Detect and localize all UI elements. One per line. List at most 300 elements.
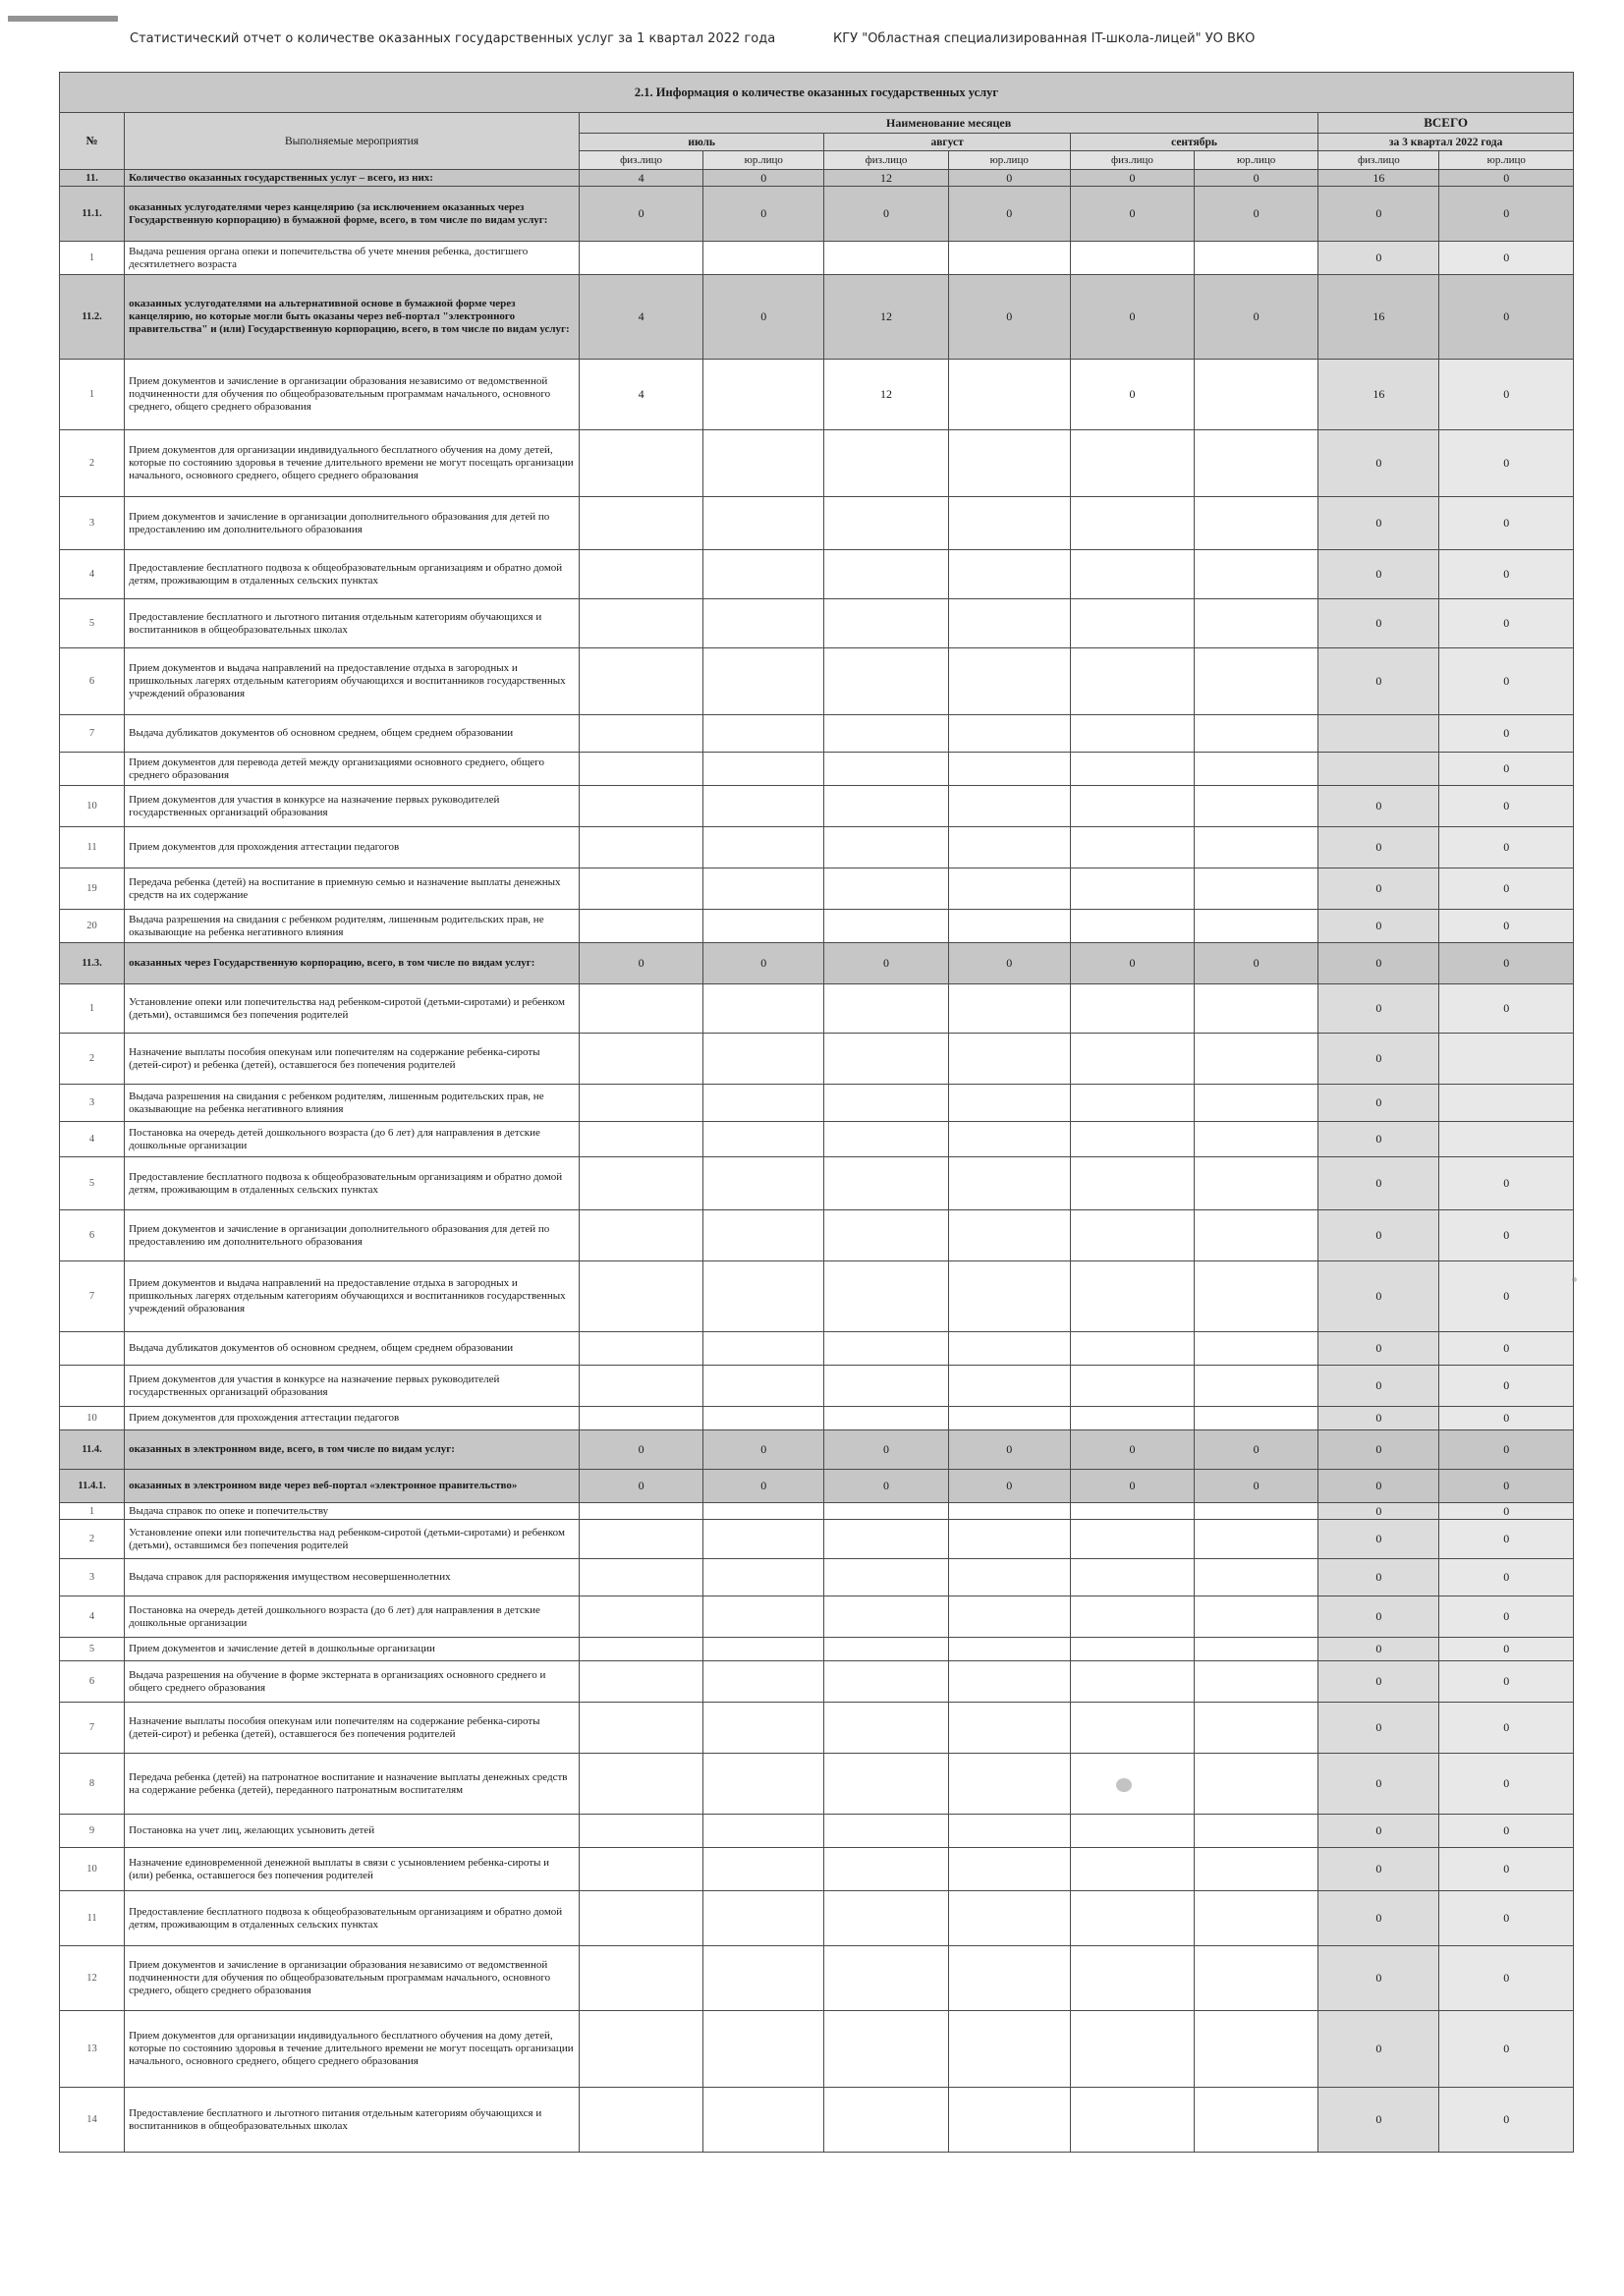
total-value: 0 <box>1439 1596 1574 1638</box>
row-number: 6 <box>60 1210 125 1261</box>
total-value: 0 <box>1439 868 1574 910</box>
month-value <box>948 1407 1070 1430</box>
total-value: 0 <box>1318 1122 1439 1157</box>
month-value <box>948 2088 1070 2153</box>
row-number: 10 <box>60 1848 125 1891</box>
month-value <box>579 1407 702 1430</box>
month-value <box>824 1520 948 1559</box>
total-value: 0 <box>1439 275 1574 360</box>
service-name: Предоставление бесплатного подвоза к общеобразовательным организациям и обратно домой детям, проживающим в отдаленных сельских пунктах <box>125 1157 580 1210</box>
table-row <box>60 430 1574 497</box>
month-value <box>948 753 1070 786</box>
month-value <box>703 2088 824 2153</box>
month-value <box>1070 1946 1194 2011</box>
table-row <box>60 1638 1574 1661</box>
month-value <box>948 1085 1070 1122</box>
total-value: 0 <box>1318 1366 1439 1407</box>
table-row <box>60 1085 1574 1122</box>
subcol-individual: физ.лицо <box>824 151 948 170</box>
month-value <box>1070 1503 1194 1520</box>
month-value: 0 <box>703 1470 824 1503</box>
service-name: Передача ребенка (детей) на воспитание в приемную семью и назначение выплаты денежных средств на их содержание <box>125 868 580 910</box>
month-value <box>948 1034 1070 1085</box>
table-row <box>60 1157 1574 1210</box>
row-number <box>60 1366 125 1407</box>
month-value <box>579 1520 702 1559</box>
total-value: 0 <box>1439 943 1574 984</box>
row-number: 3 <box>60 497 125 550</box>
row-number: 14 <box>60 2088 125 2153</box>
total-value: 0 <box>1439 827 1574 868</box>
month-value: 0 <box>824 1470 948 1503</box>
table-row <box>60 2011 1574 2088</box>
row-number: 20 <box>60 910 125 943</box>
month-value <box>579 1891 702 1946</box>
month-value <box>579 786 702 827</box>
service-name: Передача ребенка (детей) на патронатное воспитание и назначение выплаты денежных средств на содержание ребенка (детей), переданного патронатным воспитателям <box>125 1754 580 1815</box>
month-value <box>579 1157 702 1210</box>
table-row <box>60 1661 1574 1703</box>
month-value <box>579 1946 702 2011</box>
month-value <box>579 1261 702 1332</box>
total-value: 0 <box>1439 1661 1574 1703</box>
service-name: Выдача справок для распоряжения имуществом несовершеннолетних <box>125 1559 580 1596</box>
table-row <box>60 1407 1574 1430</box>
service-name: Прием документов для организации индивидуального бесплатного обучения на дому детей, которые по состоянию здоровья в течение длительного времени не могут посещать организации начального, основного среднего, общего среднего образования <box>125 2011 580 2088</box>
total-value: 0 <box>1318 1470 1439 1503</box>
month-value <box>1070 753 1194 786</box>
month-value: 12 <box>824 275 948 360</box>
row-number: 10 <box>60 1407 125 1430</box>
month-value <box>948 1638 1070 1661</box>
month-value <box>1070 1407 1194 1430</box>
service-name: оказанных в электронном виде через веб-портал «электронное правительство» <box>125 1470 580 1503</box>
total-value: 0 <box>1439 550 1574 599</box>
month-value <box>1070 1366 1194 1407</box>
month-value <box>824 1703 948 1754</box>
month-value <box>1195 1703 1318 1754</box>
document-header <box>130 31 1544 53</box>
month-value <box>948 1366 1070 1407</box>
service-name: Выдача дубликатов документов об основном среднем, общем среднем образовании <box>125 1332 580 1366</box>
total-value: 0 <box>1318 187 1439 242</box>
summary-row <box>60 187 1574 242</box>
total-value: 0 <box>1318 1848 1439 1891</box>
month-value <box>948 1210 1070 1261</box>
month-value <box>1070 1638 1194 1661</box>
row-number: 3 <box>60 1085 125 1122</box>
month-value <box>824 648 948 715</box>
total-value: 0 <box>1318 910 1439 943</box>
total-value: 0 <box>1439 170 1574 187</box>
service-name: Прием документов и зачисление в организации дополнительного образования для детей по предоставлению им дополнительного образования <box>125 497 580 550</box>
month-value: 4 <box>579 275 702 360</box>
total-value: 0 <box>1439 1470 1574 1503</box>
month-value: 0 <box>948 170 1070 187</box>
month-value <box>1195 868 1318 910</box>
service-name: Назначение единовременной денежной выплаты в связи с усыновлением ребенка-сироты и (или) ребенка, оставшегося без попечения родителей <box>125 1848 580 1891</box>
month-value <box>579 550 702 599</box>
month-value <box>824 1122 948 1157</box>
row-number: 11 <box>60 827 125 868</box>
month-value <box>1195 2011 1318 2088</box>
month-value <box>1070 2011 1194 2088</box>
total-value: 0 <box>1318 943 1439 984</box>
column-header-number: № <box>60 113 125 170</box>
month-value <box>703 550 824 599</box>
total-value: 0 <box>1318 242 1439 275</box>
month-value <box>703 2011 824 2088</box>
month-value <box>1195 715 1318 753</box>
month-value <box>948 1891 1070 1946</box>
month-value <box>703 910 824 943</box>
month-value: 0 <box>1195 187 1318 242</box>
total-value: 0 <box>1318 1085 1439 1122</box>
month-value <box>703 1261 824 1332</box>
month-value <box>948 1661 1070 1703</box>
month-value <box>703 1366 824 1407</box>
total-value: 0 <box>1439 1559 1574 1596</box>
month-value: 0 <box>1070 1470 1194 1503</box>
month-value <box>824 1034 948 1085</box>
total-value: 0 <box>1318 1891 1439 1946</box>
month-value: 0 <box>1070 275 1194 360</box>
table-row <box>60 1261 1574 1332</box>
month-value: 0 <box>703 187 824 242</box>
month-value <box>948 827 1070 868</box>
month-value <box>1195 1559 1318 1596</box>
month-value <box>824 868 948 910</box>
month-value <box>1070 430 1194 497</box>
service-name: Постановка на очередь детей дошкольного возраста (до 6 лет) для направления в детские дошкольные организации <box>125 1122 580 1157</box>
month-value <box>1195 1085 1318 1122</box>
month-value: 0 <box>1195 275 1318 360</box>
month-value <box>948 1559 1070 1596</box>
table-row <box>60 1503 1574 1520</box>
total-value: 16 <box>1318 360 1439 430</box>
summary-row <box>60 1470 1574 1503</box>
total-value <box>1318 715 1439 753</box>
total-value: 0 <box>1439 2088 1574 2153</box>
month-value <box>579 1754 702 1815</box>
table-row <box>60 2088 1574 2153</box>
service-name: Предоставление бесплатного и льготного питания отдельным категориям обучающихся и воспитанников в общеобразовательных школах <box>125 599 580 648</box>
table-row <box>60 715 1574 753</box>
service-name: Выдача разрешения на свидания с ребенком родителям, лишенным родительских прав, не оказывающие на ребенка негативного влияния <box>125 910 580 943</box>
month-value <box>1195 786 1318 827</box>
month-value <box>703 1210 824 1261</box>
month-value <box>1070 1520 1194 1559</box>
month-value <box>948 1261 1070 1332</box>
row-number: 2 <box>60 430 125 497</box>
month-value <box>1070 1034 1194 1085</box>
month-value: 0 <box>1070 360 1194 430</box>
total-value: 0 <box>1318 1034 1439 1085</box>
month-value <box>579 1703 702 1754</box>
table-row <box>60 1754 1574 1815</box>
month-value <box>579 1661 702 1703</box>
month-value <box>824 1596 948 1638</box>
month-value <box>1195 1261 1318 1332</box>
service-name: Предоставление бесплатного подвоза к общеобразовательным организациям и обратно домой детям, проживающим в отдаленных сельских пунктах <box>125 550 580 599</box>
month-value: 0 <box>1195 1470 1318 1503</box>
table-row <box>60 1366 1574 1407</box>
table-row <box>60 1848 1574 1891</box>
total-period: за 3 квартал 2022 года <box>1318 134 1574 151</box>
month-value: 12 <box>824 360 948 430</box>
month-value <box>824 827 948 868</box>
month-value <box>1195 1034 1318 1085</box>
row-number: 7 <box>60 1703 125 1754</box>
subcol-legal: юр.лицо <box>1439 151 1574 170</box>
month-value <box>948 1157 1070 1210</box>
month-value <box>703 1661 824 1703</box>
total-value: 0 <box>1439 753 1574 786</box>
total-value: 0 <box>1439 1946 1574 2011</box>
table-row <box>60 550 1574 599</box>
scan-speck <box>1116 1778 1132 1792</box>
total-value: 0 <box>1318 827 1439 868</box>
month-value <box>948 868 1070 910</box>
total-value: 0 <box>1439 1366 1574 1407</box>
service-name: Выдача разрешения на свидания с ребенком родителям, лишенным родительских прав, не оказывающие на ребенка негативного влияния <box>125 1085 580 1122</box>
month-value <box>824 242 948 275</box>
month-value: 0 <box>1070 170 1194 187</box>
total-value: 0 <box>1439 1520 1574 1559</box>
table-row <box>60 868 1574 910</box>
row-number: 11.4.1. <box>60 1470 125 1503</box>
month-value <box>579 1332 702 1366</box>
row-number: 7 <box>60 1261 125 1332</box>
service-name: оказанных услугодателями через канцелярию (за исключением оказанных через Государственную корпорацию) в бумажной форме, всего, в том числе по видам услуг: <box>125 187 580 242</box>
total-value: 0 <box>1439 1815 1574 1848</box>
month-value <box>579 1122 702 1157</box>
row-number: 1 <box>60 1503 125 1520</box>
total-value: 0 <box>1318 1815 1439 1848</box>
month-value <box>703 648 824 715</box>
total-value: 0 <box>1318 1520 1439 1559</box>
month-value <box>1070 827 1194 868</box>
total-value: 0 <box>1439 242 1574 275</box>
service-name: Назначение выплаты пособия опекунам или попечителям на содержание ребенка-сироты (детей-сирот) и ребенка (детей), оставшегося без попечения родителей <box>125 1034 580 1085</box>
month-value <box>579 1559 702 1596</box>
total-value: 0 <box>1318 868 1439 910</box>
total-value: 16 <box>1318 170 1439 187</box>
month-value <box>579 1848 702 1891</box>
total-value: 0 <box>1439 1407 1574 1430</box>
month-value <box>1195 1848 1318 1891</box>
month-value <box>948 2011 1070 2088</box>
month-value: 0 <box>1195 943 1318 984</box>
total-value: 0 <box>1439 187 1574 242</box>
month-value <box>579 497 702 550</box>
month-value: 0 <box>824 187 948 242</box>
service-name: оказанных в электронном виде, всего, в том числе по видам услуг: <box>125 1430 580 1470</box>
row-number: 1 <box>60 984 125 1034</box>
scan-mark <box>8 16 118 22</box>
month-value <box>703 1815 824 1848</box>
month-value <box>579 430 702 497</box>
month-value <box>824 497 948 550</box>
month-value <box>579 715 702 753</box>
month-value <box>1070 1559 1194 1596</box>
summary-row <box>60 1430 1574 1470</box>
month-value <box>579 2088 702 2153</box>
month-value <box>824 786 948 827</box>
month-value <box>1195 1946 1318 2011</box>
total-value: 0 <box>1439 497 1574 550</box>
subcol-individual: физ.лицо <box>1318 151 1439 170</box>
total-value: 0 <box>1318 1559 1439 1596</box>
month-value <box>948 1703 1070 1754</box>
total-value: 0 <box>1318 1332 1439 1366</box>
month-value <box>703 1034 824 1085</box>
month-value: 0 <box>948 275 1070 360</box>
month-value <box>1070 497 1194 550</box>
month-value <box>824 1366 948 1407</box>
total-value: 0 <box>1439 1261 1574 1332</box>
month-value <box>703 242 824 275</box>
row-number: 12 <box>60 1946 125 2011</box>
total-value: 0 <box>1439 984 1574 1034</box>
month-value: 0 <box>579 1470 702 1503</box>
month-value <box>703 1596 824 1638</box>
month-value <box>1195 1891 1318 1946</box>
month-value <box>1195 2088 1318 2153</box>
total-value: 0 <box>1318 497 1439 550</box>
total-value: 0 <box>1318 1503 1439 1520</box>
month-value <box>579 1638 702 1661</box>
month-value <box>824 1559 948 1596</box>
month-value <box>1195 1815 1318 1848</box>
total-value: 0 <box>1439 430 1574 497</box>
month-value <box>1070 1754 1194 1815</box>
table-row <box>60 1891 1574 1946</box>
total-value: 0 <box>1439 1503 1574 1520</box>
month-value: 0 <box>948 943 1070 984</box>
table-row <box>60 1520 1574 1559</box>
row-number: 3 <box>60 1559 125 1596</box>
row-number: 6 <box>60 1661 125 1703</box>
month-value <box>1195 910 1318 943</box>
month-value: 0 <box>1195 170 1318 187</box>
month-value <box>1070 2088 1194 2153</box>
month-value <box>703 1754 824 1815</box>
month-value <box>824 599 948 648</box>
month-value: 0 <box>703 170 824 187</box>
total-value <box>1439 1085 1574 1122</box>
service-name: Прием документов для организации индивидуального бесплатного обучения на дому детей, которые по состоянию здоровья в течение длительного времени не могут посещать организации начального, основного среднего, общего среднего образования <box>125 430 580 497</box>
subcol-individual: физ.лицо <box>579 151 702 170</box>
month-september: сентябрь <box>1070 134 1317 151</box>
total-value: 0 <box>1318 599 1439 648</box>
month-value <box>1195 550 1318 599</box>
scan-speck <box>1572 1277 1577 1282</box>
month-value: 4 <box>579 360 702 430</box>
month-value: 0 <box>703 1430 824 1470</box>
total-value: 0 <box>1439 1848 1574 1891</box>
service-name: Выдача решения органа опеки и попечительства об учете мнения ребенка, достигшего десятилетнего возраста <box>125 242 580 275</box>
total-value: 0 <box>1439 1430 1574 1470</box>
service-name: Прием документов и зачисление детей в дошкольные организации <box>125 1638 580 1661</box>
month-value <box>1195 1332 1318 1366</box>
total-value: 0 <box>1318 1638 1439 1661</box>
total-value: 0 <box>1318 1946 1439 2011</box>
month-value <box>824 1815 948 1848</box>
month-value <box>824 1848 948 1891</box>
total-value <box>1318 753 1439 786</box>
row-number: 5 <box>60 1638 125 1661</box>
service-name: Прием документов и выдача направлений на предоставление отдыха в загородных и пришкольных лагерях отдельным категориям обучающихся и воспитанников государственных учреждений образования <box>125 648 580 715</box>
service-name: Предоставление бесплатного подвоза к общеобразовательным организациям и обратно домой детям, проживающим в отдаленных сельских пунктах <box>125 1891 580 1946</box>
month-value <box>824 984 948 1034</box>
month-value: 0 <box>579 943 702 984</box>
service-name: Прием документов и зачисление в организации образования независимо от ведомственной подчиненности для обучения по общеобразовательным программам начального, основного среднего, общего среднего образования <box>125 1946 580 2011</box>
row-number: 4 <box>60 1122 125 1157</box>
month-value: 0 <box>948 187 1070 242</box>
row-number: 5 <box>60 1157 125 1210</box>
month-value <box>579 599 702 648</box>
month-value <box>948 242 1070 275</box>
month-value <box>824 715 948 753</box>
month-value <box>703 1157 824 1210</box>
total-value: 0 <box>1439 786 1574 827</box>
month-value <box>824 1638 948 1661</box>
month-value <box>824 430 948 497</box>
month-value <box>579 2011 702 2088</box>
month-value <box>948 430 1070 497</box>
row-number: 6 <box>60 648 125 715</box>
month-value <box>1070 1085 1194 1122</box>
total-value: 0 <box>1318 2011 1439 2088</box>
table-row <box>60 599 1574 648</box>
month-value <box>1195 430 1318 497</box>
report-title: Статистический отчет о количестве оказанных государственных услуг за 1 квартал 2022 года <box>130 31 776 46</box>
month-value <box>579 242 702 275</box>
month-value <box>824 1503 948 1520</box>
row-number: 11.2. <box>60 275 125 360</box>
total-value: 0 <box>1439 910 1574 943</box>
total-value: 16 <box>1318 275 1439 360</box>
summary-row <box>60 943 1574 984</box>
month-value <box>948 497 1070 550</box>
row-number <box>60 753 125 786</box>
month-value <box>579 1503 702 1520</box>
month-value <box>1070 1848 1194 1891</box>
month-july: июль <box>579 134 823 151</box>
row-number: 1 <box>60 242 125 275</box>
month-value <box>1070 715 1194 753</box>
month-value <box>703 1332 824 1366</box>
month-value <box>703 497 824 550</box>
month-value: 0 <box>703 943 824 984</box>
total-value <box>1439 1122 1574 1157</box>
total-value: 0 <box>1439 1157 1574 1210</box>
service-name: Прием документов для прохождения аттестации педагогов <box>125 827 580 868</box>
month-value <box>1195 599 1318 648</box>
month-value <box>824 1891 948 1946</box>
month-value <box>824 2011 948 2088</box>
table-row <box>60 1034 1574 1085</box>
month-value <box>1195 1596 1318 1638</box>
month-value: 0 <box>824 1430 948 1470</box>
organization-name: КГУ "Областная специализированная IT-школа-лицей" УО ВКО <box>833 31 1256 46</box>
table-row <box>60 1815 1574 1848</box>
month-value <box>948 1815 1070 1848</box>
month-value: 0 <box>824 943 948 984</box>
total-value: 0 <box>1318 648 1439 715</box>
month-value <box>703 1946 824 2011</box>
